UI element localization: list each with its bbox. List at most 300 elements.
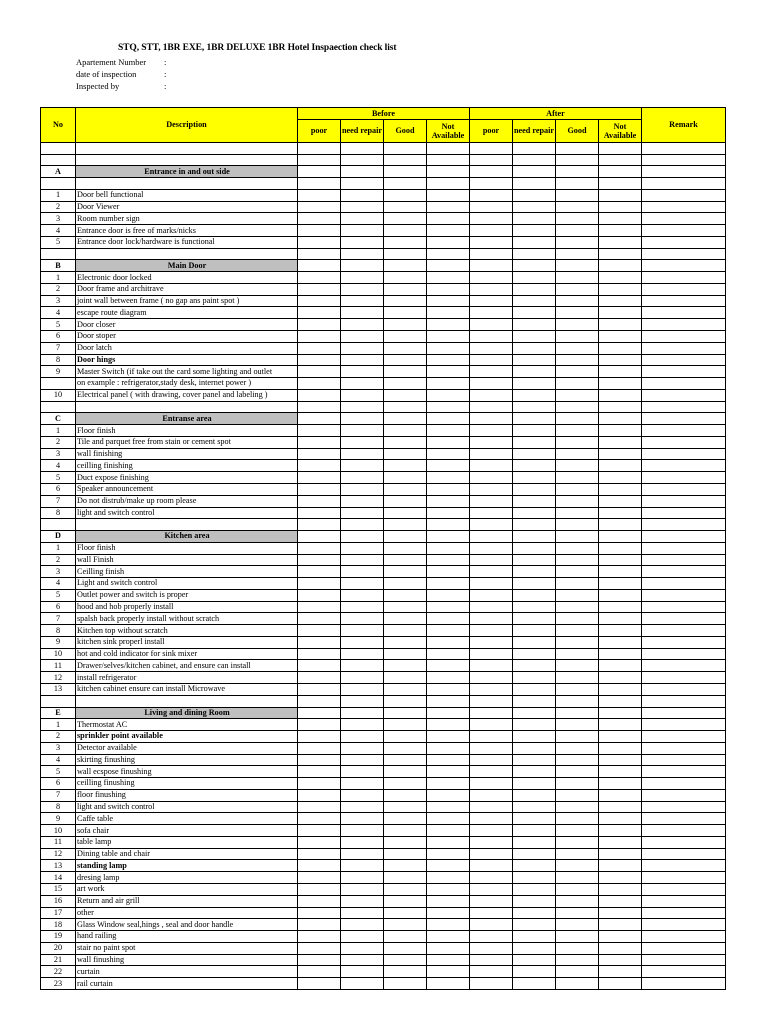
rating-cell[interactable] [513,389,556,401]
remark-cell[interactable] [642,531,726,543]
remark-cell[interactable] [642,483,726,495]
rating-cell[interactable] [513,283,556,295]
rating-cell[interactable] [384,625,427,637]
rating-cell[interactable] [298,260,341,272]
rating-cell[interactable] [470,460,513,472]
remark-cell[interactable] [642,613,726,625]
rating-cell[interactable] [556,589,599,601]
rating-cell[interactable] [513,601,556,613]
rating-cell[interactable] [470,295,513,307]
rating-cell[interactable] [556,683,599,695]
remark-cell[interactable] [642,707,726,719]
rating-cell[interactable] [470,507,513,519]
rating-cell[interactable] [384,719,427,731]
rating-cell[interactable] [556,825,599,837]
rating-cell[interactable] [384,413,427,425]
rating-cell[interactable] [384,613,427,625]
rating-cell[interactable] [470,566,513,578]
rating-cell[interactable] [556,566,599,578]
rating-cell[interactable] [298,225,341,237]
rating-cell[interactable] [599,531,642,543]
remark-cell[interactable] [642,660,726,672]
rating-cell[interactable] [298,683,341,695]
rating-cell[interactable] [341,519,384,531]
rating-cell[interactable] [427,366,470,378]
remark-cell[interactable] [642,895,726,907]
rating-cell[interactable] [384,601,427,613]
rating-cell[interactable] [427,307,470,319]
rating-cell[interactable] [513,754,556,766]
rating-cell[interactable] [427,331,470,343]
rating-cell[interactable] [298,742,341,754]
rating-cell[interactable] [599,189,642,201]
rating-cell[interactable] [556,401,599,413]
rating-cell[interactable] [599,578,642,590]
rating-cell[interactable] [427,319,470,331]
rating-cell[interactable] [384,154,427,166]
rating-cell[interactable] [556,542,599,554]
rating-cell[interactable] [341,260,384,272]
rating-cell[interactable] [599,789,642,801]
rating-cell[interactable] [556,731,599,743]
remark-cell[interactable] [642,519,726,531]
rating-cell[interactable] [470,495,513,507]
rating-cell[interactable] [513,331,556,343]
rating-cell[interactable] [384,248,427,260]
rating-cell[interactable] [556,295,599,307]
rating-cell[interactable] [470,154,513,166]
rating-cell[interactable] [470,260,513,272]
rating-cell[interactable] [513,213,556,225]
rating-cell[interactable] [427,836,470,848]
rating-cell[interactable] [341,625,384,637]
rating-cell[interactable] [556,166,599,178]
rating-cell[interactable] [556,307,599,319]
rating-cell[interactable] [556,742,599,754]
rating-cell[interactable] [470,872,513,884]
rating-cell[interactable] [298,425,341,437]
rating-cell[interactable] [341,601,384,613]
rating-cell[interactable] [384,648,427,660]
rating-cell[interactable] [427,507,470,519]
rating-cell[interactable] [513,554,556,566]
remark-cell[interactable] [642,319,726,331]
remark-cell[interactable] [642,860,726,872]
remark-cell[interactable] [642,389,726,401]
rating-cell[interactable] [384,260,427,272]
rating-cell[interactable] [556,695,599,707]
rating-cell[interactable] [470,825,513,837]
rating-cell[interactable] [384,531,427,543]
remark-cell[interactable] [642,378,726,390]
rating-cell[interactable] [556,142,599,154]
rating-cell[interactable] [556,660,599,672]
rating-cell[interactable] [341,636,384,648]
rating-cell[interactable] [599,895,642,907]
rating-cell[interactable] [470,331,513,343]
rating-cell[interactable] [470,225,513,237]
rating-cell[interactable] [470,378,513,390]
rating-cell[interactable] [513,731,556,743]
rating-cell[interactable] [599,919,642,931]
rating-cell[interactable] [384,495,427,507]
rating-cell[interactable] [384,872,427,884]
remark-cell[interactable] [642,589,726,601]
rating-cell[interactable] [384,213,427,225]
rating-cell[interactable] [470,754,513,766]
rating-cell[interactable] [599,860,642,872]
remark-cell[interactable] [642,836,726,848]
rating-cell[interactable] [298,201,341,213]
rating-cell[interactable] [470,554,513,566]
remark-cell[interactable] [642,507,726,519]
rating-cell[interactable] [470,307,513,319]
rating-cell[interactable] [470,801,513,813]
rating-cell[interactable] [470,236,513,248]
rating-cell[interactable] [556,531,599,543]
rating-cell[interactable] [556,248,599,260]
rating-cell[interactable] [556,260,599,272]
rating-cell[interactable] [470,672,513,684]
rating-cell[interactable] [513,425,556,437]
rating-cell[interactable] [384,931,427,943]
rating-cell[interactable] [384,672,427,684]
remark-cell[interactable] [642,778,726,790]
rating-cell[interactable] [556,236,599,248]
rating-cell[interactable] [341,272,384,284]
rating-cell[interactable] [599,695,642,707]
rating-cell[interactable] [556,978,599,990]
rating-cell[interactable] [470,848,513,860]
rating-cell[interactable] [427,778,470,790]
rating-cell[interactable] [341,648,384,660]
rating-cell[interactable] [341,683,384,695]
rating-cell[interactable] [298,884,341,896]
rating-cell[interactable] [427,460,470,472]
rating-cell[interactable] [427,860,470,872]
rating-cell[interactable] [298,236,341,248]
rating-cell[interactable] [384,283,427,295]
rating-cell[interactable] [599,472,642,484]
rating-cell[interactable] [427,648,470,660]
rating-cell[interactable] [298,189,341,201]
rating-cell[interactable] [384,954,427,966]
rating-cell[interactable] [556,448,599,460]
rating-cell[interactable] [341,472,384,484]
rating-cell[interactable] [427,801,470,813]
rating-cell[interactable] [599,436,642,448]
rating-cell[interactable] [298,613,341,625]
rating-cell[interactable] [427,672,470,684]
rating-cell[interactable] [384,425,427,437]
rating-cell[interactable] [298,331,341,343]
rating-cell[interactable] [298,719,341,731]
remark-cell[interactable] [642,672,726,684]
rating-cell[interactable] [513,931,556,943]
rating-cell[interactable] [298,907,341,919]
rating-cell[interactable] [556,954,599,966]
rating-cell[interactable] [298,872,341,884]
rating-cell[interactable] [384,342,427,354]
rating-cell[interactable] [599,966,642,978]
remark-cell[interactable] [642,436,726,448]
rating-cell[interactable] [470,425,513,437]
rating-cell[interactable] [384,860,427,872]
rating-cell[interactable] [556,507,599,519]
rating-cell[interactable] [556,413,599,425]
rating-cell[interactable] [384,742,427,754]
rating-cell[interactable] [298,178,341,190]
rating-cell[interactable] [513,954,556,966]
rating-cell[interactable] [599,872,642,884]
rating-cell[interactable] [427,719,470,731]
rating-cell[interactable] [599,625,642,637]
rating-cell[interactable] [599,884,642,896]
remark-cell[interactable] [642,942,726,954]
remark-cell[interactable] [642,448,726,460]
rating-cell[interactable] [427,519,470,531]
rating-cell[interactable] [341,931,384,943]
rating-cell[interactable] [384,848,427,860]
rating-cell[interactable] [470,448,513,460]
rating-cell[interactable] [599,166,642,178]
rating-cell[interactable] [470,201,513,213]
rating-cell[interactable] [556,789,599,801]
rating-cell[interactable] [599,483,642,495]
remark-cell[interactable] [642,766,726,778]
rating-cell[interactable] [341,754,384,766]
rating-cell[interactable] [341,954,384,966]
remark-cell[interactable] [642,566,726,578]
rating-cell[interactable] [298,307,341,319]
rating-cell[interactable] [513,225,556,237]
rating-cell[interactable] [513,789,556,801]
rating-cell[interactable] [427,142,470,154]
rating-cell[interactable] [556,895,599,907]
rating-cell[interactable] [341,460,384,472]
rating-cell[interactable] [556,601,599,613]
rating-cell[interactable] [513,683,556,695]
rating-cell[interactable] [427,566,470,578]
rating-cell[interactable] [513,401,556,413]
rating-cell[interactable] [341,178,384,190]
rating-cell[interactable] [470,731,513,743]
rating-cell[interactable] [513,201,556,213]
rating-cell[interactable] [556,578,599,590]
rating-cell[interactable] [341,531,384,543]
rating-cell[interactable] [513,872,556,884]
rating-cell[interactable] [427,848,470,860]
rating-cell[interactable] [341,507,384,519]
remark-cell[interactable] [642,425,726,437]
rating-cell[interactable] [427,448,470,460]
rating-cell[interactable] [298,507,341,519]
rating-cell[interactable] [341,225,384,237]
rating-cell[interactable] [599,778,642,790]
rating-cell[interactable] [513,272,556,284]
rating-cell[interactable] [427,236,470,248]
rating-cell[interactable] [427,354,470,366]
rating-cell[interactable] [427,531,470,543]
rating-cell[interactable] [513,942,556,954]
rating-cell[interactable] [298,778,341,790]
remark-cell[interactable] [642,848,726,860]
rating-cell[interactable] [341,354,384,366]
rating-cell[interactable] [384,366,427,378]
rating-cell[interactable] [341,836,384,848]
remark-cell[interactable] [642,495,726,507]
rating-cell[interactable] [556,483,599,495]
rating-cell[interactable] [298,789,341,801]
rating-cell[interactable] [341,283,384,295]
rating-cell[interactable] [513,672,556,684]
rating-cell[interactable] [341,942,384,954]
rating-cell[interactable] [341,389,384,401]
rating-cell[interactable] [298,942,341,954]
rating-cell[interactable] [599,636,642,648]
rating-cell[interactable] [556,707,599,719]
rating-cell[interactable] [599,836,642,848]
remark-cell[interactable] [642,978,726,990]
rating-cell[interactable] [513,848,556,860]
rating-cell[interactable] [599,707,642,719]
rating-cell[interactable] [341,342,384,354]
rating-cell[interactable] [341,978,384,990]
rating-cell[interactable] [341,789,384,801]
rating-cell[interactable] [556,625,599,637]
rating-cell[interactable] [470,919,513,931]
rating-cell[interactable] [427,636,470,648]
rating-cell[interactable] [556,425,599,437]
rating-cell[interactable] [341,319,384,331]
remark-cell[interactable] [642,742,726,754]
rating-cell[interactable] [599,672,642,684]
rating-cell[interactable] [298,389,341,401]
rating-cell[interactable] [599,731,642,743]
rating-cell[interactable] [298,754,341,766]
rating-cell[interactable] [384,225,427,237]
rating-cell[interactable] [599,931,642,943]
rating-cell[interactable] [298,542,341,554]
rating-cell[interactable] [298,966,341,978]
rating-cell[interactable] [427,683,470,695]
remark-cell[interactable] [642,601,726,613]
rating-cell[interactable] [384,319,427,331]
rating-cell[interactable] [384,236,427,248]
rating-cell[interactable] [513,260,556,272]
rating-cell[interactable] [298,954,341,966]
rating-cell[interactable] [427,225,470,237]
rating-cell[interactable] [556,778,599,790]
rating-cell[interactable] [341,848,384,860]
rating-cell[interactable] [470,189,513,201]
remark-cell[interactable] [642,201,726,213]
remark-cell[interactable] [642,542,726,554]
rating-cell[interactable] [513,825,556,837]
rating-cell[interactable] [556,460,599,472]
rating-cell[interactable] [341,413,384,425]
rating-cell[interactable] [341,707,384,719]
rating-cell[interactable] [599,495,642,507]
rating-cell[interactable] [513,472,556,484]
rating-cell[interactable] [427,213,470,225]
rating-cell[interactable] [384,731,427,743]
rating-cell[interactable] [513,531,556,543]
rating-cell[interactable] [298,660,341,672]
rating-cell[interactable] [556,636,599,648]
remark-cell[interactable] [642,213,726,225]
rating-cell[interactable] [298,460,341,472]
remark-cell[interactable] [642,248,726,260]
rating-cell[interactable] [599,942,642,954]
rating-cell[interactable] [599,507,642,519]
rating-cell[interactable] [556,872,599,884]
rating-cell[interactable] [384,884,427,896]
rating-cell[interactable] [341,378,384,390]
rating-cell[interactable] [384,683,427,695]
rating-cell[interactable] [556,931,599,943]
remark-cell[interactable] [642,789,726,801]
rating-cell[interactable] [341,295,384,307]
rating-cell[interactable] [384,966,427,978]
rating-cell[interactable] [513,495,556,507]
rating-cell[interactable] [298,648,341,660]
rating-cell[interactable] [427,342,470,354]
rating-cell[interactable] [599,542,642,554]
rating-cell[interactable] [427,625,470,637]
remark-cell[interactable] [642,260,726,272]
rating-cell[interactable] [341,719,384,731]
rating-cell[interactable] [341,483,384,495]
rating-cell[interactable] [298,978,341,990]
rating-cell[interactable] [599,213,642,225]
rating-cell[interactable] [470,272,513,284]
rating-cell[interactable] [470,389,513,401]
rating-cell[interactable] [513,589,556,601]
rating-cell[interactable] [556,495,599,507]
rating-cell[interactable] [599,566,642,578]
rating-cell[interactable] [298,672,341,684]
rating-cell[interactable] [599,648,642,660]
rating-cell[interactable] [599,225,642,237]
rating-cell[interactable] [427,542,470,554]
rating-cell[interactable] [599,389,642,401]
remark-cell[interactable] [642,225,726,237]
rating-cell[interactable] [384,801,427,813]
rating-cell[interactable] [470,707,513,719]
rating-cell[interactable] [298,589,341,601]
rating-cell[interactable] [599,801,642,813]
rating-cell[interactable] [427,931,470,943]
rating-cell[interactable] [384,272,427,284]
remark-cell[interactable] [642,966,726,978]
rating-cell[interactable] [556,178,599,190]
rating-cell[interactable] [298,836,341,848]
remark-cell[interactable] [642,354,726,366]
rating-cell[interactable] [556,283,599,295]
remark-cell[interactable] [642,401,726,413]
rating-cell[interactable] [427,966,470,978]
rating-cell[interactable] [556,613,599,625]
rating-cell[interactable] [513,542,556,554]
rating-cell[interactable] [556,366,599,378]
rating-cell[interactable] [556,672,599,684]
rating-cell[interactable] [341,801,384,813]
rating-cell[interactable] [470,636,513,648]
rating-cell[interactable] [599,307,642,319]
rating-cell[interactable] [298,566,341,578]
rating-cell[interactable] [427,378,470,390]
